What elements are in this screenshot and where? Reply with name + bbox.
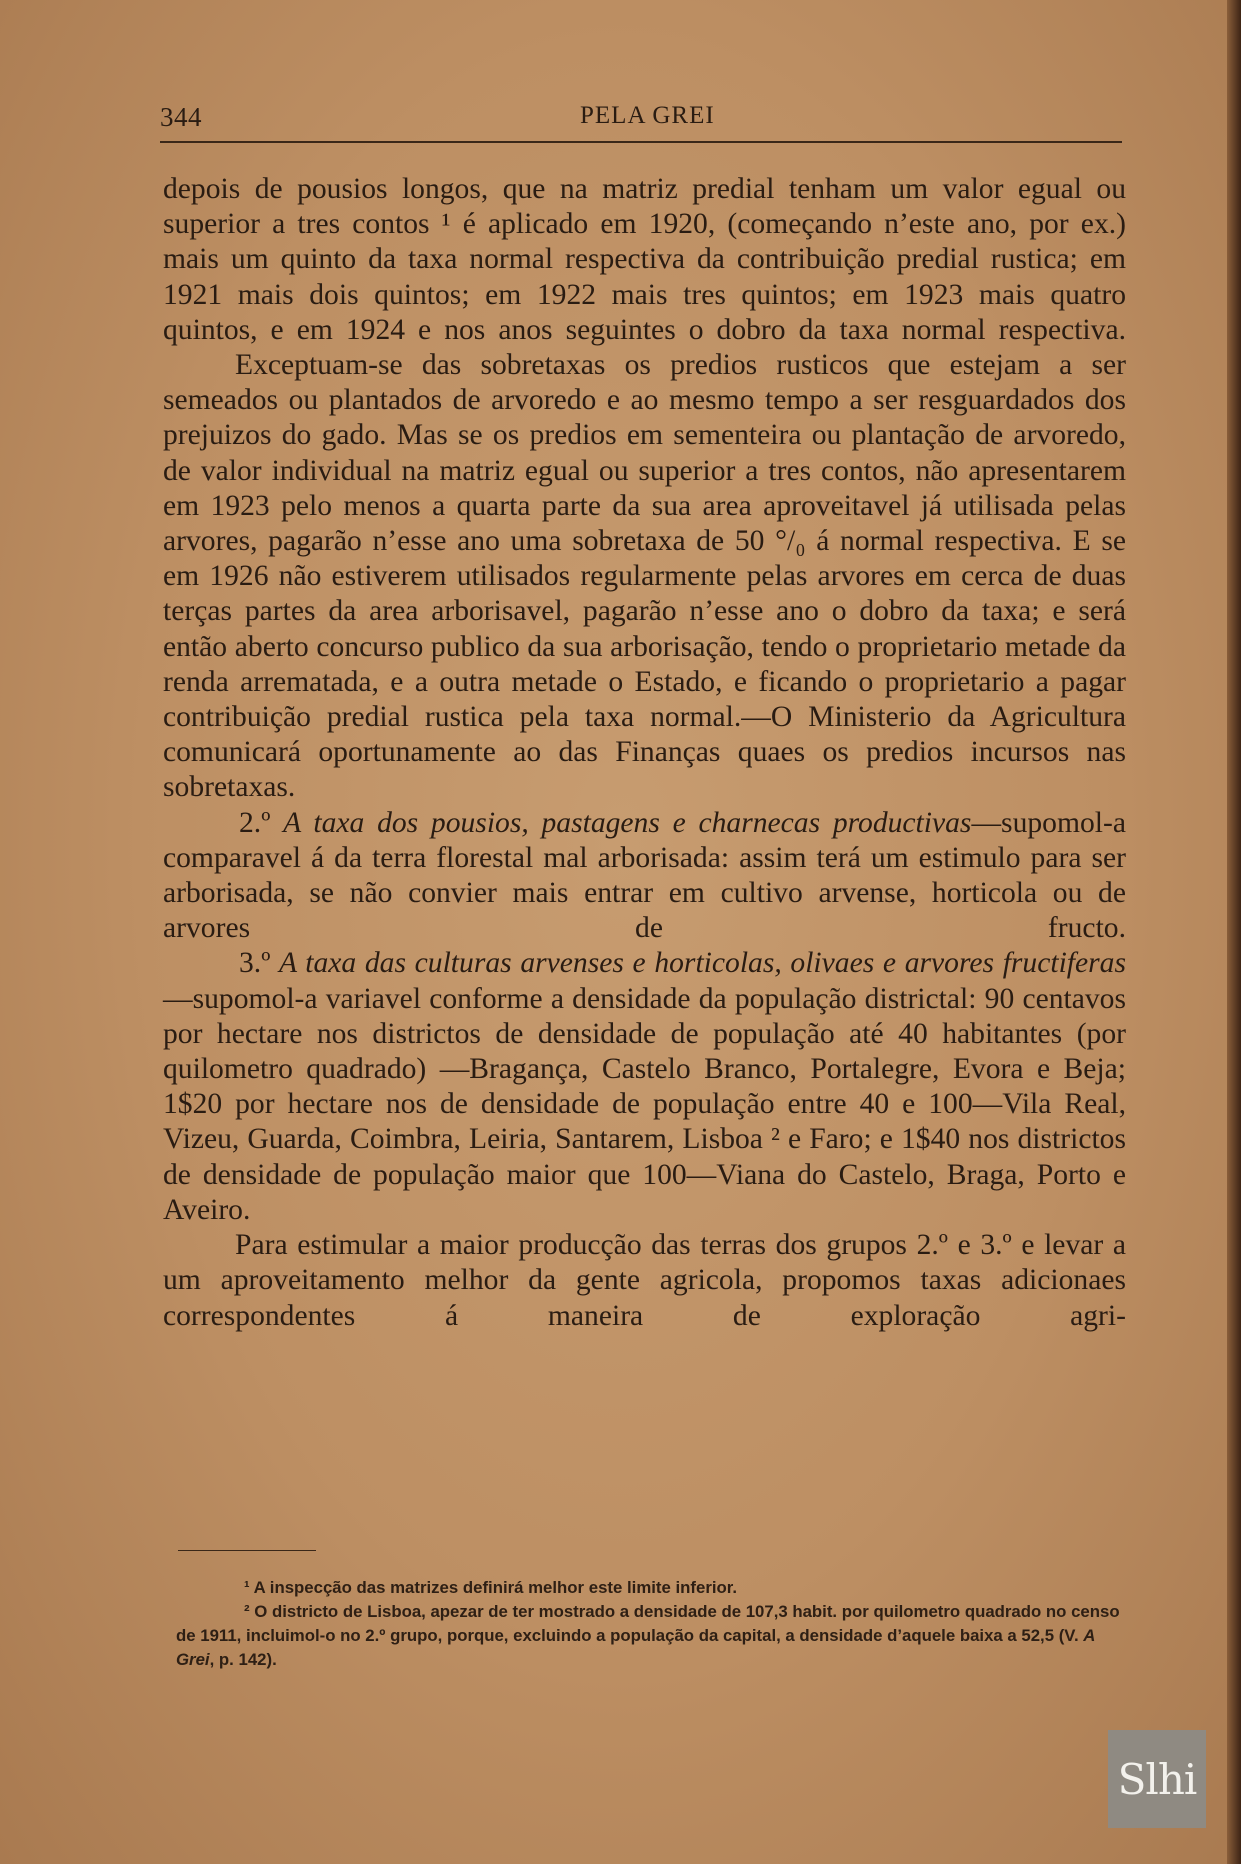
body-text: [163, 172, 1126, 1334]
paragraph-4: [163, 946, 1126, 1228]
paragraph-2-text: Exceptuam-se das sobretaxas os predios rusticos que estejam a ser semeados ou plantados de arvoredo e ao mesmo tempo a ser resguardados dos prejuizos do gado. Mas se os predios em sementeira ou plantação de arvoredo, de valor individual na matriz egual ou superior a tres contos, não apresentarem em 1923 pelo menos a quarta parte da sua area aproveitavel já utilisada pelas arvores, pagarão n’esse ano uma sobretaxa de 50 °/₀ á normal respectiva. E se em 1926 não estiverem utilisados regularmente pelas arvores em cerca de duas terças partes da area arborisavel, pagarão n’esse ano o dobro da taxa; e será então aberto concurso publico da sua arborisação, tendo o proprietario metade da renda arrematada, e a outra metade o Estado, e ficando o proprietario a pagar contribuição predial rustica pela taxa normal.—O Ministerio da Agricultura comunicará oportunamente ao das Finanças quaes os predios incursos nas sobretaxas.: [163, 349, 1126, 804]
footnote-2: [176, 1600, 1126, 1672]
paragraph-2: [163, 348, 1126, 806]
footnote-rule: [178, 1550, 316, 1551]
paragraph-5-text: Para estimular a maior producção das terras dos grupos 2.º e 3.º e levar a um aproveitamento melhor da gente agricola, propomos taxas adicionaes correspondentes á maneira de exploração agri-: [163, 1229, 1126, 1332]
paragraph-1: [163, 172, 1126, 348]
paragraph-3-number: 2.º: [239, 806, 271, 839]
paragraph-4-number: 3.º: [239, 947, 271, 980]
paragraph-3-heading: A taxa dos pousios, pastagens e charnecas productivas: [283, 806, 972, 839]
paragraph-5: [163, 1228, 1126, 1334]
paragraph-3: [163, 806, 1126, 947]
paragraph-3-text: —supomol-a comparavel á da terra florestal mal arborisada: assim terá um estimulo para ser arborisada, se não convier mais entrar em cultivo arvense, horticola ou de arvores de fructo.: [163, 806, 1126, 945]
footnotes: [176, 1576, 1126, 1672]
page-header: [160, 102, 1120, 142]
running-head: PELA GREI: [580, 102, 715, 129]
footnote-2-title: A Grei: [176, 1626, 1095, 1669]
paragraph-4-text: —supomol-a variavel conforme a densidade da população districtal: 90 centavos por hectare nos districtos de densidade de população até 40 habitantes (por quilometro quadrado) —Bragança, Castelo Branco, Portalegre, Evora e Beja; 1$20 por hectare nos de densidade de população entre 40 e 100—Vila Real, Vizeu, Guarda, Coimbra, Leiria, Santarem, Lisboa ² e Faro; e 1$40 nos districtos de densidade de população maior que 100—Viana do Castelo, Braga, Porto e Aveiro.: [163, 982, 1126, 1226]
library-logo-text: Slhi: [1117, 1754, 1197, 1804]
footnote-1-text: ¹ A inspecção das matrizes definirá melhor este limite inferior.: [244, 1578, 738, 1597]
footnote-2-text: ² O districto de Lisboa, apezar de ter mostrado a densidade de 107,3 habit. por quilometro quadrado no censo de 1911, incluimol-o no 2.º grupo, porque, excluindo a população da capital, a densidade d’aquele baixa a 52,5 (V.: [176, 1602, 1120, 1645]
footnote-2-tail: , p. 142).: [209, 1650, 277, 1669]
paragraph-1-text: depois de pousios longos, que na matriz predial tenham um valor egual ou superior a tres contos ¹ é aplicado em 1920, (começando n’este ano, por ex.) mais um quinto da taxa normal respectiva da contribuição predial rustica; em 1921 mais dois quintos; em 1922 mais tres quintos; em 1923 mais quatro quintos, e em 1924 e nos anos seguintes o dobro da taxa normal respectiva.: [163, 173, 1126, 346]
paragraph-4-heading: A taxa das culturas arvenses e horticolas, olivaes e arvores fructiferas: [279, 947, 1126, 980]
header-rule: [160, 141, 1122, 143]
library-logo: [1108, 1730, 1206, 1828]
page-edge: [1227, 0, 1241, 1864]
footnote-1: [176, 1576, 1126, 1600]
page-number: 344: [160, 102, 202, 132]
